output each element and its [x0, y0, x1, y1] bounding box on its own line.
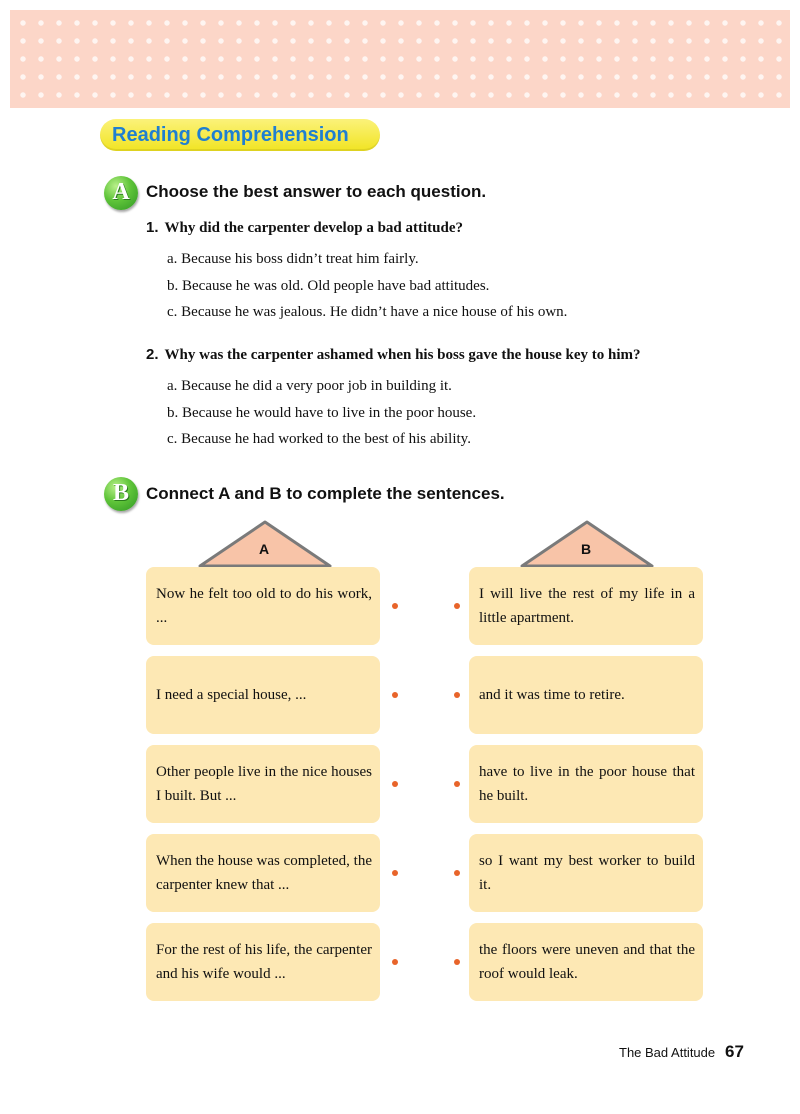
column-a-connector-dot[interactable] — [392, 692, 398, 698]
column-a-label: A — [258, 541, 270, 557]
question-text: Why was the carpenter ashamed when his boss gave the house key to him? — [164, 347, 641, 363]
option-2a: a. Because he did a very poor job in building it. — [167, 378, 452, 394]
column-a-connector-dot[interactable] — [392, 870, 398, 876]
question-number: 1. — [146, 219, 159, 236]
column-a-connector-dot[interactable] — [392, 959, 398, 965]
part-a-badge: A — [104, 176, 138, 210]
part-a-instruction: Choose the best answer to each question. — [146, 182, 487, 201]
column-a-item: For the rest of his life, the carpenter and his wife would ... — [146, 923, 380, 1001]
column-b-item: and it was time to retire. — [469, 656, 703, 734]
option-2b: b. Because he would have to live in the poor house. — [167, 405, 477, 421]
part-b-instruction: Connect A and B to complete the sentences. — [146, 484, 505, 503]
top-banner — [10, 10, 790, 108]
page-number: 67 — [725, 1042, 744, 1061]
option-2c: c. Because he had worked to the best of his ability. — [167, 431, 471, 447]
column-b-item: I will live the rest of my life in a little apartment. — [469, 567, 703, 645]
option-1a: a. Because his boss didn’t treat him fairly. — [167, 251, 419, 267]
column-a-item: Other people live in the nice houses I built. But ... — [146, 745, 380, 823]
option-1b: b. Because he was old. Old people have bad attitudes. — [167, 278, 490, 294]
column-b-item: the floors were uneven and that the roof would leak. — [469, 923, 703, 1001]
column-a-item: When the house was completed, the carpenter knew that ... — [146, 834, 380, 912]
column-b-item: have to live in the poor house that he built. — [469, 745, 703, 823]
question-number: 2. — [146, 346, 159, 363]
option-1c: c. Because he was jealous. He didn’t have a nice house of his own. — [167, 304, 568, 320]
column-b-connector-dot[interactable] — [454, 603, 460, 609]
column-b-label: B — [580, 541, 592, 557]
column-b-connector-dot[interactable] — [454, 959, 460, 965]
column-b-connector-dot[interactable] — [454, 692, 460, 698]
footer-chapter-title: The Bad Attitude — [619, 1045, 716, 1060]
column-a-connector-dot[interactable] — [392, 603, 398, 609]
column-a-item: Now he felt too old to do his work, ... — [146, 567, 380, 645]
part-b-badge: B — [104, 477, 138, 511]
question-1 — [146, 218, 463, 238]
column-a-connector-dot[interactable] — [392, 781, 398, 787]
question-text: Why did the carpenter develop a bad attitude? — [164, 220, 463, 236]
column-b-connector-dot[interactable] — [454, 781, 460, 787]
section-title: Reading Comprehension — [112, 124, 349, 146]
column-b-connector-dot[interactable] — [454, 870, 460, 876]
column-b-item: so I want my best worker to build it. — [469, 834, 703, 912]
question-2 — [146, 345, 641, 365]
column-a-item: I need a special house, ... — [146, 656, 380, 734]
